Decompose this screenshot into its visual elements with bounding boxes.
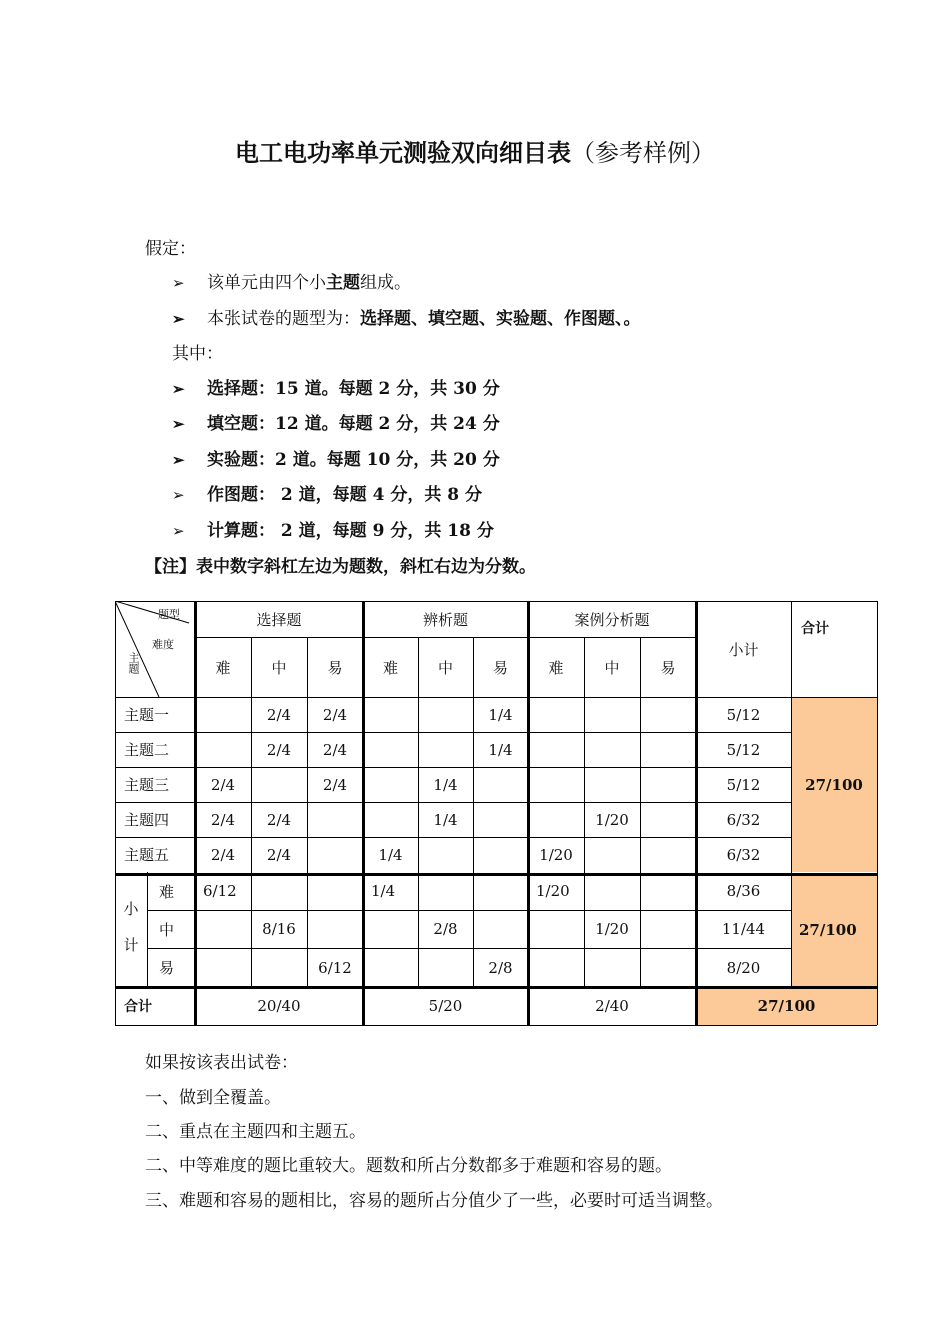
table-cell (473, 802, 528, 837)
sub-total: 27/100 (799, 920, 857, 939)
table-cell: 2/4 (266, 810, 292, 829)
group-header: 案例分析题 (574, 610, 650, 629)
assumption-item-2: 本张试卷的题型为：选择题、填空题、实验题、作图题、。 (207, 309, 641, 329)
table-cell (363, 802, 418, 837)
table-cell: 2/4 (210, 775, 236, 794)
table-cell (418, 732, 473, 767)
table-cell (307, 910, 363, 948)
table-cell (418, 872, 473, 910)
table-cell: 1/4 (488, 705, 513, 724)
corner-topic-label: 主题 (127, 652, 140, 674)
level-header: 易 (327, 658, 343, 677)
table-cell: 2/4 (266, 705, 292, 724)
title-main: 电工电功率单元测验双向细目表 (235, 139, 571, 167)
difficulty-label: 难 (159, 882, 175, 901)
table-cell (584, 837, 640, 872)
level-header: 中 (271, 658, 287, 677)
detail-table (115, 601, 877, 1025)
table-cell: 6/12 (203, 882, 237, 900)
table-cell (584, 872, 640, 910)
table-cell: 1/20 (595, 920, 629, 938)
table-cell: 2/8 (488, 958, 513, 977)
table-cell (473, 837, 528, 872)
topic-label: 主题三 (124, 776, 170, 794)
subtotal-cell: 5/12 (726, 740, 761, 759)
bullet-marker: ➢ (172, 415, 185, 433)
table-cell (640, 802, 696, 837)
table-rule (115, 986, 877, 989)
assumption-item-1: 该单元由四个小主题组成。 (207, 273, 411, 293)
question-type-item: 实验题：2 道。每题 10 分，共 20 分 (207, 450, 500, 470)
assumption-label: 假定： (145, 239, 196, 259)
table-rule (147, 872, 148, 987)
total-header: 合计 (801, 621, 829, 637)
total-row-label: 合计 (124, 999, 152, 1015)
table-cell (251, 948, 307, 987)
table-cell (418, 837, 473, 872)
table-rule (695, 601, 698, 1025)
table-cell (363, 767, 418, 802)
table-rule (115, 732, 791, 733)
subtotal-cell: 6/32 (726, 845, 761, 864)
table-cell (307, 802, 363, 837)
table-cell: 2/4 (322, 705, 348, 724)
table-cell (195, 697, 251, 732)
bullet-marker: ➢ (172, 486, 185, 504)
question-type-item: 计算题： 2 道，每题 9 分，共 18 分 (207, 521, 494, 541)
bullet-marker: ➢ (172, 310, 185, 328)
table-cell (473, 872, 528, 910)
table-cell (418, 948, 473, 987)
table-cell (363, 910, 418, 948)
table-cell: 6/12 (318, 958, 352, 977)
table-rule (115, 837, 791, 838)
difficulty-label: 易 (159, 959, 175, 977)
page-title (0, 133, 950, 168)
conclusion-line: 如果按该表出试卷： (145, 1053, 298, 1073)
table-rule (877, 601, 878, 1025)
table-rule (115, 767, 791, 768)
topic-label: 主题二 (124, 741, 170, 759)
subtotal-header: 小计 (728, 640, 759, 659)
table-cell (528, 948, 584, 987)
total-row-group: 2/40 (595, 997, 629, 1015)
table-rule (791, 697, 877, 698)
table-rule (115, 601, 877, 602)
table-cell (307, 837, 363, 872)
table-cell: 2/8 (433, 920, 458, 938)
topic-label: 主题五 (124, 846, 170, 864)
level-header: 易 (492, 658, 508, 677)
bullet-marker: ➢ (172, 380, 185, 398)
table-cell (640, 910, 696, 948)
bullet-marker: ➢ (172, 274, 185, 292)
table-cell: 2/4 (322, 740, 348, 759)
bullet-marker: ➢ (172, 451, 185, 469)
subtotal-label-b: 计 (123, 936, 139, 954)
subtotal-cell: 11/44 (721, 920, 766, 938)
table-rule (584, 637, 585, 987)
level-header: 难 (548, 658, 564, 677)
table-cell (640, 767, 696, 802)
topic-label: 主题一 (124, 706, 170, 724)
table-cell (363, 732, 418, 767)
table-cell (640, 732, 696, 767)
table-rule (527, 601, 530, 1025)
difficulty-label: 中 (159, 920, 175, 939)
table-cell (307, 872, 363, 910)
subtotal-cell: 8/20 (726, 958, 761, 977)
table-cell: 1/4 (433, 810, 458, 829)
table-cell: 2/4 (210, 845, 236, 864)
table-cell: 8/16 (262, 920, 296, 938)
corner-type-label: 题型 (158, 608, 180, 621)
table-rule (194, 601, 197, 1025)
table-rule (307, 637, 308, 987)
table-cell (473, 910, 528, 948)
table-rule (640, 637, 641, 987)
table-cell (528, 910, 584, 948)
table-rule (195, 637, 696, 638)
table-cell (195, 948, 251, 987)
table-cell (584, 697, 640, 732)
total-row-group: 5/20 (428, 997, 463, 1015)
title-paren: （参考样例） (571, 139, 715, 167)
table-cell: 1/20 (539, 845, 573, 864)
level-header: 难 (382, 658, 398, 677)
table-cell (640, 872, 696, 910)
table-cell (363, 697, 418, 732)
table-cell (195, 910, 251, 948)
grand-total: 27/100 (757, 997, 816, 1015)
subtotal-label-a: 小 (123, 900, 139, 918)
level-header: 中 (437, 658, 453, 677)
table-cell (640, 837, 696, 872)
table-cell: 2/4 (210, 810, 236, 829)
table-cell (251, 872, 307, 910)
bullet-marker: ➢ (172, 522, 185, 540)
table-cell: 2/4 (322, 775, 348, 794)
subtotal-cell: 8/36 (726, 882, 761, 900)
question-type-item: 填空题：12 道。每题 2 分，共 24 分 (207, 414, 500, 434)
table-cell: 1/4 (371, 882, 396, 900)
question-type-item: 作图题： 2 道，每题 4 分，共 8 分 (207, 485, 482, 505)
topic-total: 27/100 (805, 775, 863, 794)
group-header: 选择题 (256, 610, 302, 629)
table-rule (251, 637, 252, 987)
conclusion-line: 三、难题和容易的题相比，容易的题所占分值少了一些，必要时可适当调整。 (145, 1191, 723, 1211)
table-rule (115, 1025, 877, 1026)
table-cell (528, 732, 584, 767)
table-rule (115, 697, 791, 698)
table-cell (195, 732, 251, 767)
table-cell (584, 767, 640, 802)
table-cell (528, 802, 584, 837)
conclusion-line: 一、做到全覆盖。 (145, 1088, 281, 1108)
table-cell (473, 767, 528, 802)
subtotal-cell: 5/12 (726, 775, 761, 794)
table-cell: 1/4 (433, 775, 458, 794)
conclusion-line: 二、中等难度的题比重较大。题数和所占分数都多于难题和容易的题。 (145, 1156, 672, 1176)
table-cell (528, 767, 584, 802)
topic-label: 主题四 (124, 811, 170, 829)
corner-difficulty-label: 难度 (152, 638, 174, 651)
conclusion-line: 二、重点在主题四和主题五。 (145, 1122, 366, 1142)
table-rule (362, 601, 365, 1025)
table-cell (640, 697, 696, 732)
table-cell: 1/20 (536, 882, 570, 900)
table-rule (115, 873, 877, 876)
table-cell: 2/4 (266, 740, 292, 759)
total-row-group: 20/40 (257, 997, 301, 1015)
subtotal-cell: 6/32 (726, 810, 761, 829)
question-type-item: 选择题：15 道。每题 2 分，共 30 分 (207, 379, 500, 399)
table-rule (473, 637, 474, 987)
level-header: 难 (215, 658, 231, 677)
table-cell: 1/20 (595, 810, 629, 829)
table-cell (418, 697, 473, 732)
table-cell (363, 948, 418, 987)
subtotal-cell: 5/12 (726, 705, 761, 724)
group-header: 辨析题 (422, 610, 468, 629)
table-cell (528, 697, 584, 732)
table-cell (251, 767, 307, 802)
table-cell (584, 948, 640, 987)
table-rule (418, 637, 419, 987)
note: 【注】表中数字斜杠左边为题数，斜杠右边为分数。 (145, 557, 536, 577)
table-cell: 1/4 (378, 845, 403, 864)
level-header: 中 (604, 658, 620, 677)
level-header: 易 (660, 658, 676, 677)
table-rule (115, 802, 791, 803)
among-label: 其中： (172, 344, 223, 364)
table-cell (584, 732, 640, 767)
table-cell (640, 948, 696, 987)
table-cell: 2/4 (266, 845, 292, 864)
table-rule (115, 601, 116, 1025)
table-cell: 1/4 (488, 740, 513, 759)
table-rule (791, 601, 792, 987)
